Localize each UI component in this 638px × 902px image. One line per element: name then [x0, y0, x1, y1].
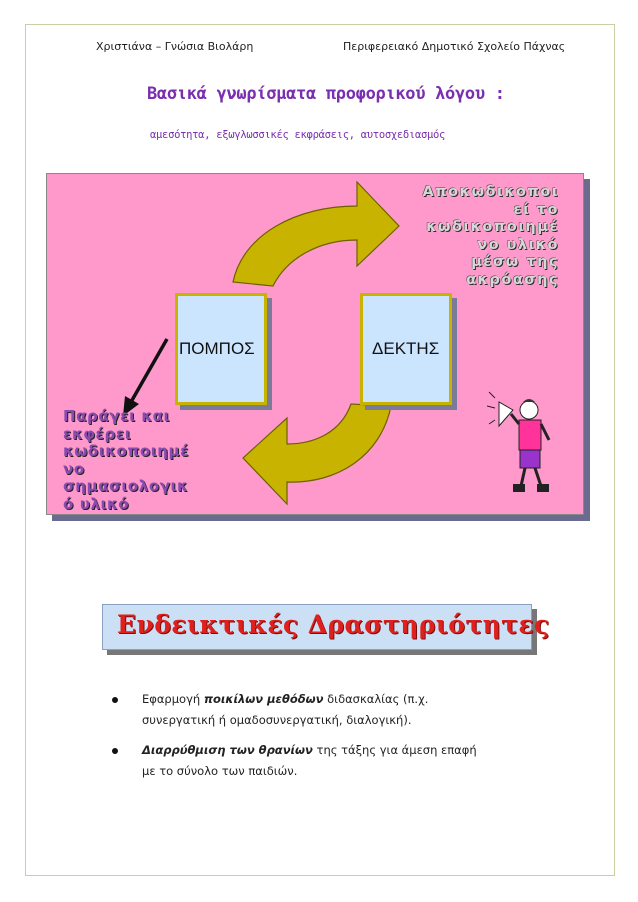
list-item — [112, 689, 492, 731]
sender-description — [63, 408, 213, 513]
activities-heading: Ενδεικτικές Δραστηριότητες — [117, 610, 550, 639]
receiver-line: εί το — [513, 201, 559, 218]
bullet-text: Εφαρμογή — [142, 692, 204, 706]
bullet-emphasis: Διαρρύθμιση των θρανίων — [142, 743, 313, 757]
sender-line: σημασιολογικ — [63, 477, 189, 495]
bullet-icon — [112, 697, 118, 703]
bullet-text: διδασκαλίας (π.χ. συνεργατική ή ομαδοσυνεργατική, διαλογική). — [142, 692, 429, 727]
sender-line: νο — [63, 459, 85, 478]
bullet-icon — [112, 748, 118, 754]
pointer-arrow — [131, 339, 167, 402]
sender-line: Παράγει και — [63, 407, 170, 425]
bottom-curved-arrow — [243, 404, 391, 504]
receiver-line: Αποκωδικοποι — [422, 184, 559, 200]
header-school: Περιφερειακό Δημοτικό Σχολείο Πάχνας — [343, 40, 566, 53]
page-title: Βασικά γνωρίσματα προφορικού λόγου : — [147, 84, 505, 104]
sender-line: κωδικοποιημέ — [63, 442, 190, 460]
header-author: Χριστιάνα – Γνώσια Βιολάρη — [96, 40, 254, 53]
list-item — [112, 740, 492, 782]
receiver-label: ΔΕΚΤΗΣ — [372, 339, 440, 358]
receiver-line: κωδικοποιημέ — [426, 219, 559, 235]
sender-line: ό υλικό — [63, 494, 130, 513]
receiver-line: μέσω της — [471, 254, 559, 270]
megaphone-figure — [487, 392, 549, 492]
receiver-line: ακρόασης — [466, 271, 559, 288]
communication-diagram — [46, 173, 584, 515]
activities-banner — [102, 604, 550, 650]
bullet-emphasis: ποικίλων μεθόδων — [203, 692, 324, 706]
receiver-description — [389, 184, 559, 289]
activities-list — [112, 689, 492, 791]
top-curved-arrow — [233, 182, 399, 286]
page-subtitle: αμεσότητα, εξωγλωσσικές εκφράσεις, αυτοσχεδιασμός — [150, 129, 446, 141]
sender-label: ΠΟΜΠΟΣ — [179, 339, 255, 358]
bullet-text: της τάξης για άμεση επαφή με το σύνολο των παιδιών. — [142, 743, 477, 778]
sender-line: εκφέρει — [63, 424, 132, 443]
receiver-line: νο υλικό — [477, 236, 559, 253]
